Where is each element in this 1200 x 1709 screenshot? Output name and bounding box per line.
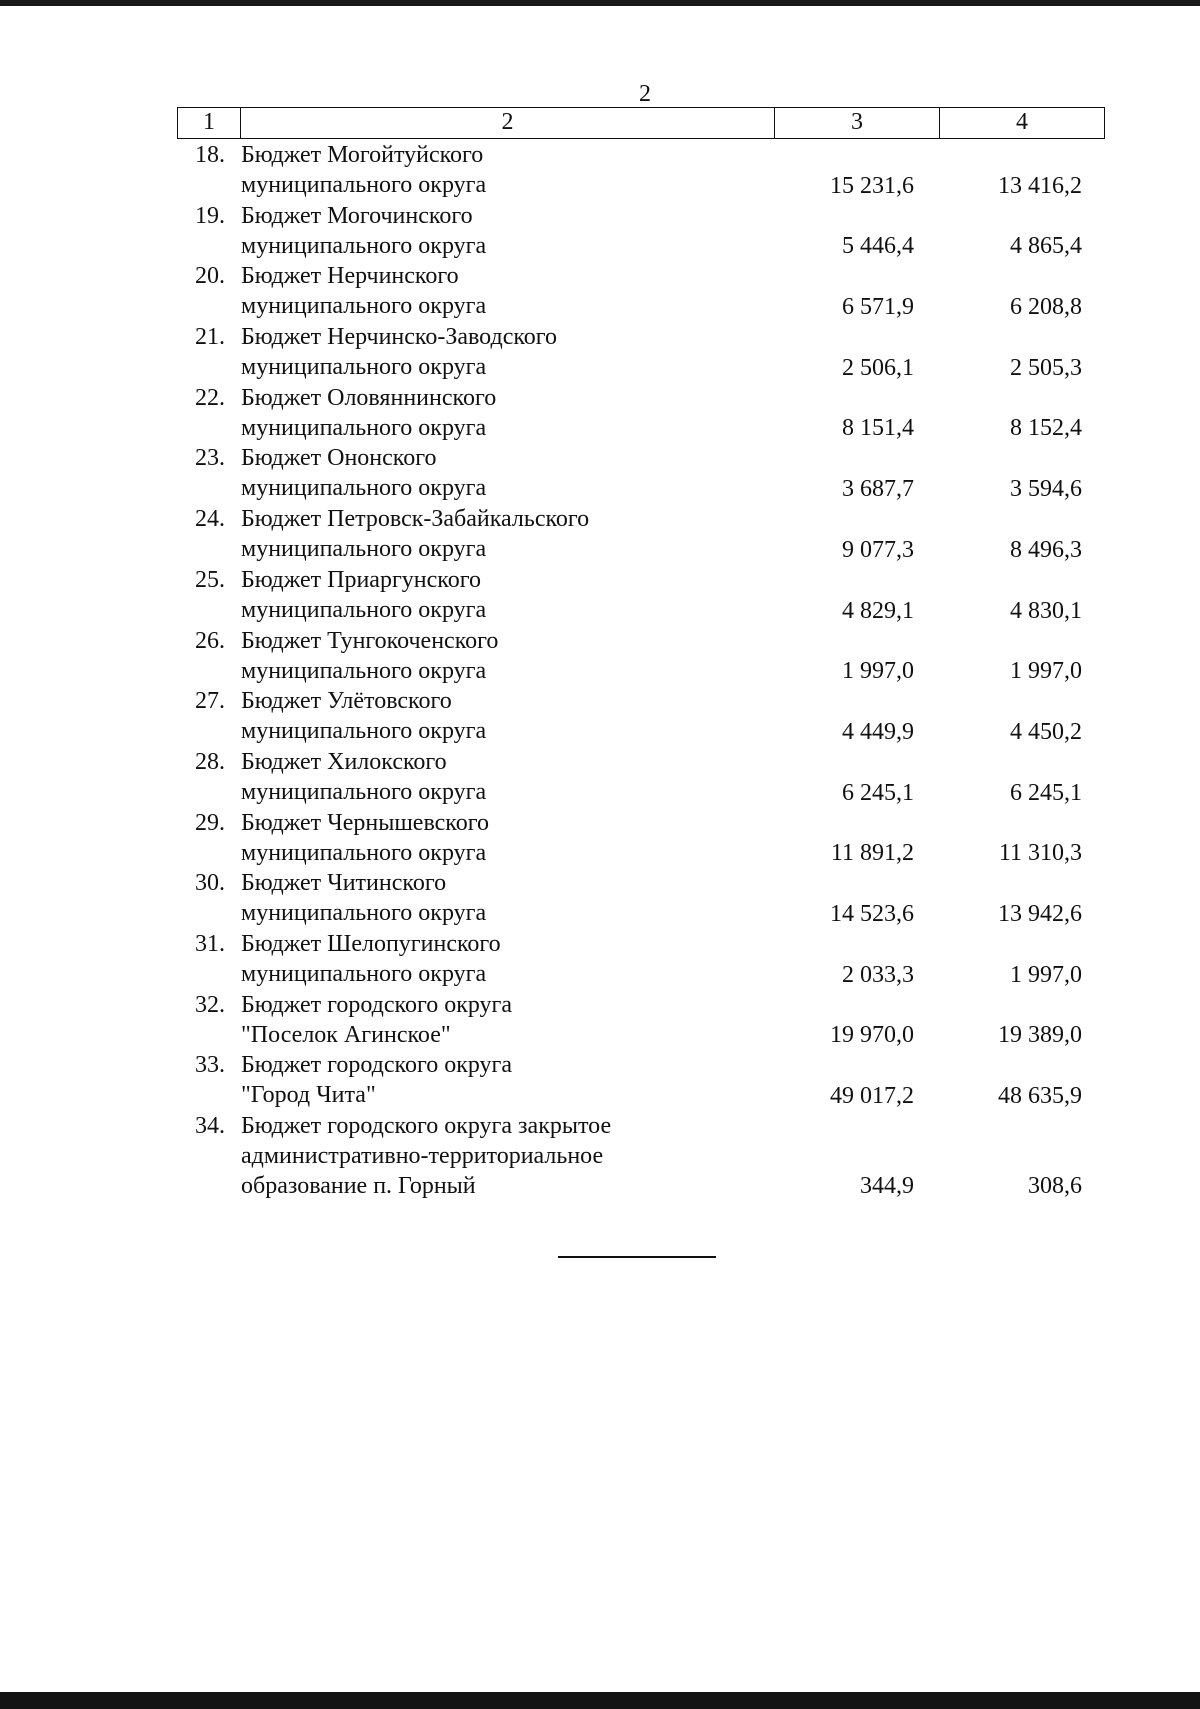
row-name: Бюджет городского округа закрытое административно-территориальное образование п. Горный (241, 1113, 612, 1199)
row-value-col3: 14 523,6 (830, 900, 914, 927)
row-value-col3: 2 033,3 (842, 961, 914, 988)
row-value-col3: 3 687,7 (842, 476, 914, 503)
scan-edge-top (0, 0, 1200, 6)
row-name: Бюджет Улётовского муниципального округа (241, 688, 487, 745)
row-value-col4: 4 830,1 (1010, 597, 1082, 624)
row-name: Бюджет Ононского муниципального округа (241, 445, 487, 502)
page-number: 2 (639, 81, 651, 107)
row-value-col3: 4 829,1 (842, 597, 914, 624)
table-row (177, 261, 1105, 322)
row-value-col4: 308,6 (1028, 1173, 1082, 1199)
row-value-col3: 2 506,1 (842, 354, 914, 381)
table-row (177, 565, 1105, 626)
row-value-col3: 49 017,2 (830, 1083, 914, 1109)
table-row (177, 868, 1105, 929)
row-value-col3: 8 151,4 (842, 415, 914, 442)
scan-edge-bottom (0, 1692, 1200, 1709)
row-name: Бюджет городского округа "Город Чита" (241, 1052, 513, 1109)
row-value-col3: 4 449,9 (842, 718, 914, 745)
row-number: 24. (195, 506, 225, 533)
table-row (177, 686, 1105, 747)
row-name: Бюджет Могойтуйского муниципального округа (241, 142, 487, 198)
row-value-col4: 48 635,9 (998, 1083, 1082, 1109)
row-value-col3: 6 245,1 (842, 779, 914, 806)
table-row (177, 1050, 1105, 1111)
row-value-col3: 9 077,3 (842, 536, 914, 563)
row-value-col4: 6 208,8 (1010, 294, 1082, 321)
row-value-col4: 13 416,2 (998, 172, 1082, 199)
row-number: 32. (195, 991, 225, 1018)
row-number: 23. (195, 445, 225, 472)
header-col-3: 3 (775, 108, 940, 138)
table-row (177, 626, 1105, 687)
row-name: Бюджет Могочинского муниципального округа (241, 202, 487, 259)
row-value-col4: 13 942,6 (998, 900, 1082, 927)
row-number: 26. (195, 627, 225, 654)
row-number: 33. (195, 1052, 225, 1079)
table-row (177, 747, 1105, 808)
budget-table-body (177, 140, 1105, 1201)
end-of-document-rule (558, 1256, 716, 1258)
row-name: Бюджет Тунгокоченского муниципального округа (241, 627, 499, 684)
table-row (177, 322, 1105, 383)
row-number: 20. (195, 263, 225, 290)
row-value-col3: 11 891,2 (830, 840, 914, 867)
table-row (177, 443, 1105, 504)
row-value-col4: 11 310,3 (998, 840, 1082, 867)
row-value-col4: 1 997,0 (1010, 961, 1082, 988)
row-number: 21. (195, 324, 225, 351)
table-row (177, 201, 1105, 262)
row-name: Бюджет Оловяннинского муниципального округа (241, 384, 497, 441)
row-name: Бюджет Шелопугинского муниципального округа (241, 930, 501, 987)
header-col-4: 4 (1016, 109, 1028, 135)
header-col-2: 2 (241, 108, 775, 138)
row-name: Бюджет Читинского муниципального округа (241, 870, 487, 927)
row-value-col4: 8 152,4 (1010, 415, 1082, 442)
row-value-col3: 5 446,4 (842, 233, 914, 260)
row-value-col3: 1 997,0 (842, 658, 914, 685)
row-number: 29. (195, 809, 225, 836)
row-number: 28. (195, 748, 225, 775)
row-number: 30. (195, 870, 225, 897)
row-number: 34. (195, 1113, 225, 1139)
row-name: Бюджет Нерчинского муниципального округа (241, 263, 487, 320)
row-number: 22. (195, 384, 225, 411)
row-name: Бюджет Нерчинско-Заводского муниципального округа (241, 324, 558, 381)
row-value-col4: 2 505,3 (1010, 354, 1082, 381)
row-value-col4: 4 865,4 (1010, 233, 1082, 260)
row-value-col4: 4 450,2 (1010, 718, 1082, 745)
table-row (177, 383, 1105, 444)
table-row (177, 140, 1105, 201)
row-name: Бюджет городского округа "Поселок Агинское" (241, 991, 513, 1048)
table-row (177, 504, 1105, 565)
row-name: Бюджет Петровск-Забайкальского муниципального округа (241, 506, 590, 563)
table-row (177, 929, 1105, 990)
table-row (177, 1111, 1105, 1201)
row-number: 25. (195, 566, 225, 593)
row-number: 19. (195, 202, 225, 229)
row-name: Бюджет Чернышевского муниципального округа (241, 809, 489, 866)
row-value-col4: 8 496,3 (1010, 536, 1082, 563)
row-value-col3: 6 571,9 (842, 294, 914, 321)
row-number: 18. (195, 142, 225, 168)
row-value-col4: 19 389,0 (998, 1022, 1082, 1049)
table-header-row (177, 107, 1105, 139)
row-name: Бюджет Приаргунского муниципального округа (241, 566, 487, 623)
header-col-1: 1 (178, 108, 241, 138)
row-number: 31. (195, 930, 225, 957)
table-row (177, 808, 1105, 869)
row-value-col4: 6 245,1 (1010, 779, 1082, 806)
row-value-col3: 344,9 (860, 1173, 914, 1199)
row-value-col3: 15 231,6 (830, 172, 914, 199)
table-row (177, 990, 1105, 1051)
row-number: 27. (195, 688, 225, 715)
row-value-col4: 3 594,6 (1010, 476, 1082, 503)
row-value-col4: 1 997,0 (1010, 658, 1082, 685)
row-name: Бюджет Хилокского муниципального округа (241, 748, 487, 805)
row-value-col3: 19 970,0 (830, 1022, 914, 1049)
